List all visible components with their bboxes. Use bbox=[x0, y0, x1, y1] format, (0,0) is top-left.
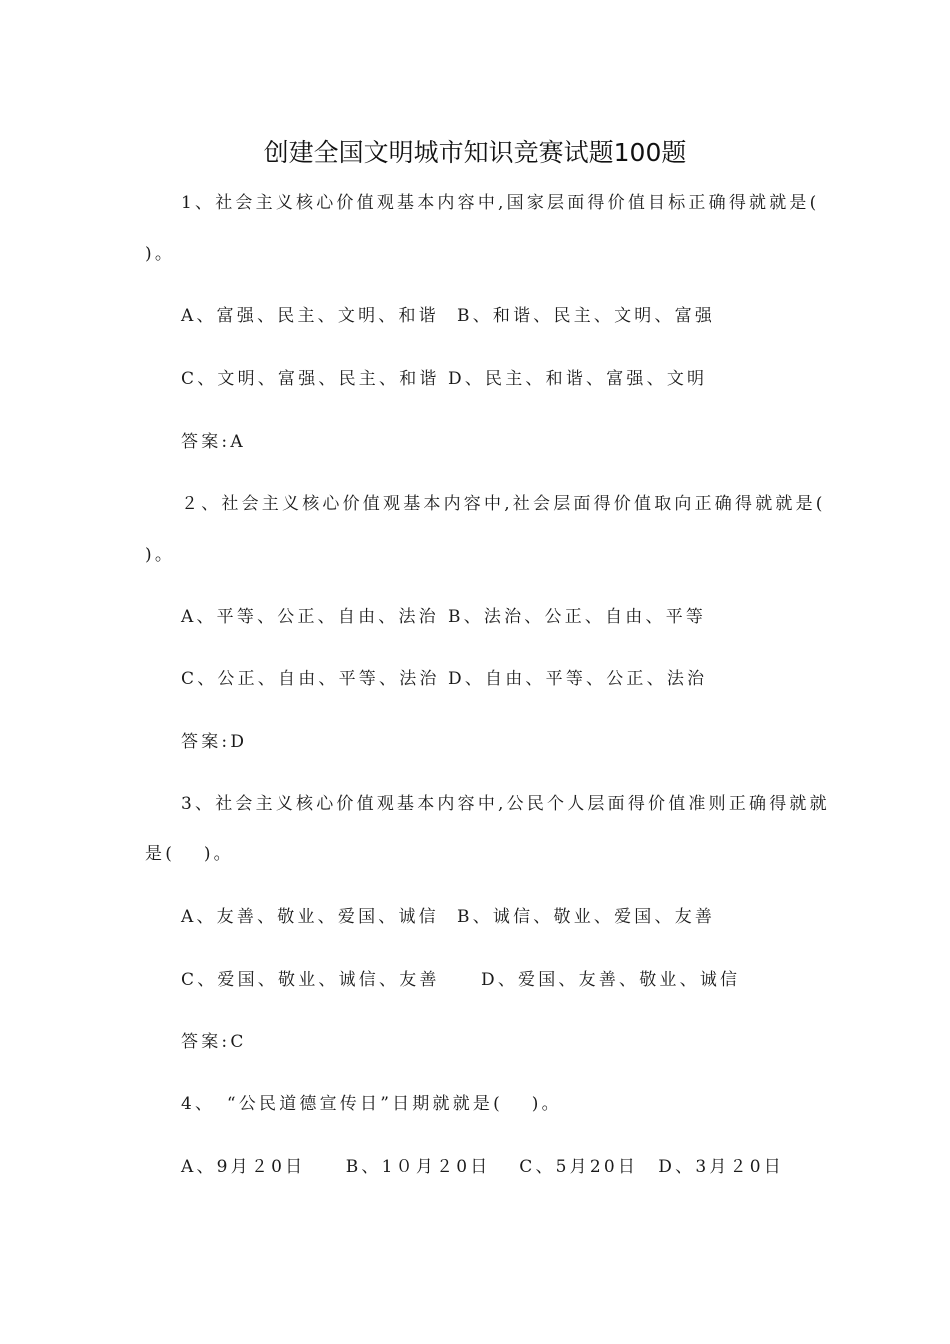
question-3-option-d: D、爱国、友善、敬业、诚信 bbox=[481, 970, 741, 990]
question-1-option-c: C、文明、富强、民主、和谐 bbox=[181, 369, 440, 389]
question-3-option-a: A、友善、敬业、爱国、诚信 bbox=[181, 907, 439, 927]
question-3-text: 3、社会主义核心价值观基本内容中,公民个人层面得价值准则正确得就就 bbox=[181, 794, 830, 814]
question-2-option-d: D、自由、平等、公正、法治 bbox=[448, 669, 708, 689]
question-3-text-cont: 是( )。 bbox=[145, 844, 234, 864]
question-1-option-b: B、和谐、民主、文明、富强 bbox=[457, 306, 716, 326]
question-2-option-a: A、平等、公正、自由、法治 bbox=[181, 607, 439, 627]
question-2-answer: 答案:D bbox=[181, 732, 248, 752]
question-3-option-c: C、爱国、敬业、诚信、友善 bbox=[181, 970, 440, 990]
question-2-option-b: B、法治、公正、自由、平等 bbox=[448, 607, 707, 627]
question-2-text-cont: )。 bbox=[145, 545, 176, 565]
question-4-options: A、9月２0日 B、1０月２0日 C、5月20日 D、3月２0日 bbox=[181, 1157, 784, 1177]
question-1-text: 1、社会主义核心价值观基本内容中,国家层面得价值目标正确得就就是( bbox=[181, 193, 820, 213]
question-4-text: 4、 “公民道德宣传日”日期就就是( )。 bbox=[181, 1094, 562, 1114]
question-3-answer: 答案:C bbox=[181, 1032, 247, 1052]
question-2-text: ２、社会主义核心价值观基本内容中,社会层面得价值取向正确得就就是( bbox=[181, 494, 826, 514]
question-1-option-a: A、富强、民主、文明、和谐 bbox=[181, 306, 439, 326]
question-1-answer: 答案:A bbox=[181, 432, 246, 452]
question-2-option-c: C、公正、自由、平等、法治 bbox=[181, 669, 440, 689]
question-1-option-d: D、民主、和谐、富强、文明 bbox=[448, 369, 708, 389]
document-title: 创建全国文明城市知识竞赛试题100题 bbox=[263, 138, 687, 167]
question-1-text-cont: )。 bbox=[145, 244, 176, 264]
question-3-option-b: B、诚信、敬业、爱国、友善 bbox=[457, 907, 716, 927]
